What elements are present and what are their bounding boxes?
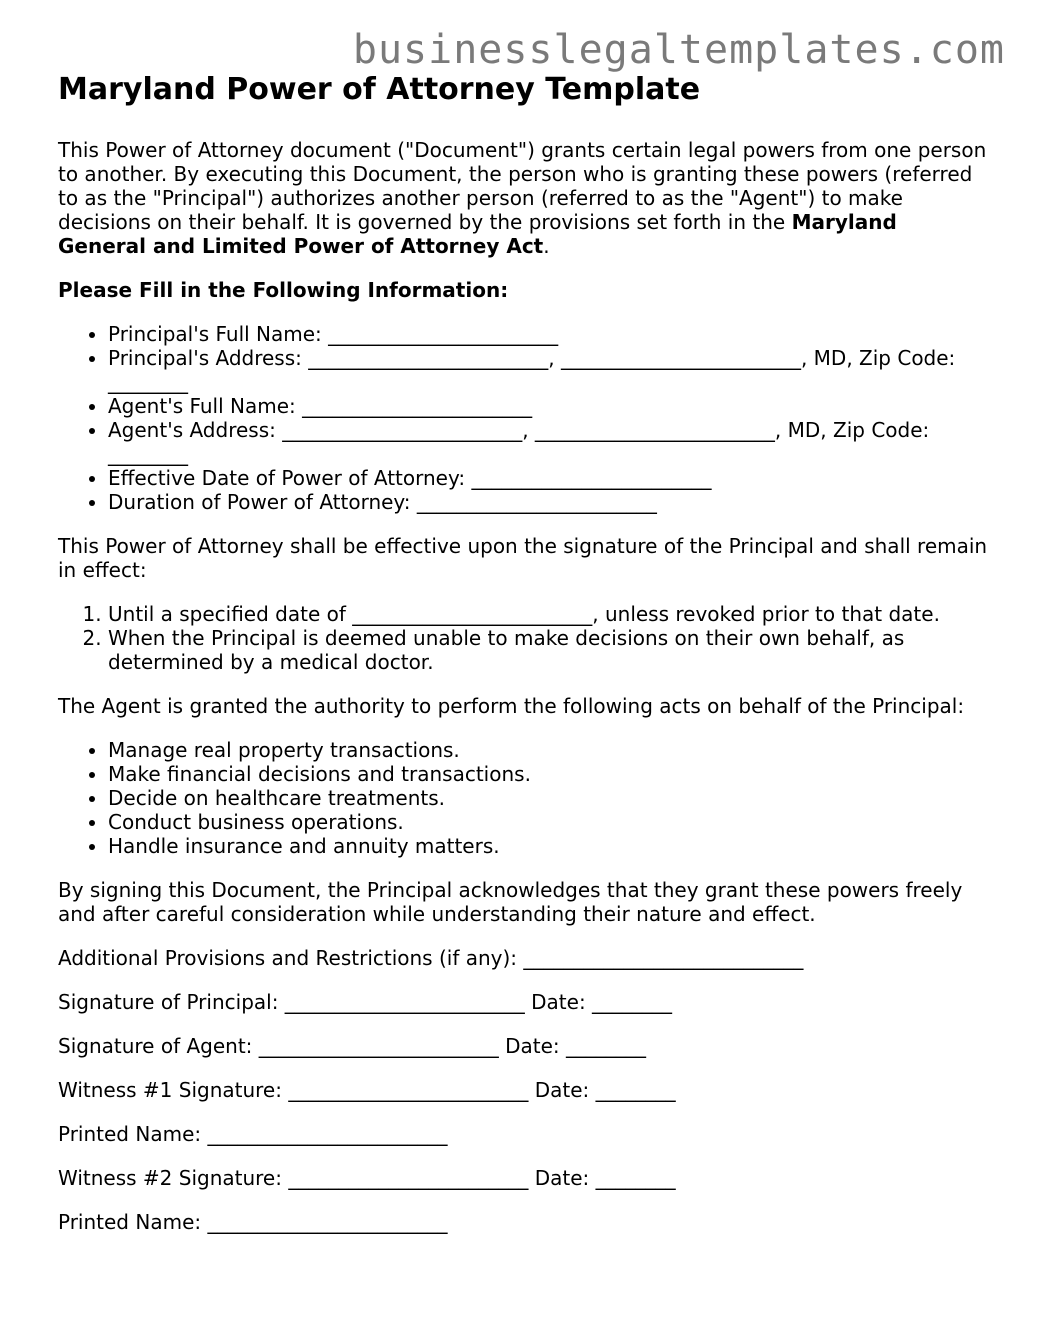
document-body xyxy=(58,72,988,1254)
duration-field[interactable]: • Duration of Power of Attorney: ________________________ xyxy=(108,490,988,514)
effect-intro: This Power of Attorney shall be effective upon the signature of the Principal and shall remain in effect: xyxy=(58,534,988,582)
intro-end: . xyxy=(543,234,550,258)
authority-act-list xyxy=(58,738,988,858)
effect-condition-list xyxy=(58,602,988,674)
additional-provisions-field[interactable]: Additional Provisions and Restrictions (if any): ____________________________ xyxy=(58,946,804,970)
page-title: Maryland Power of Attorney Template xyxy=(58,72,701,107)
info-field-list xyxy=(58,322,988,514)
witness1-signature-field[interactable]: Witness #1 Signature: ________________________ Date: ________ xyxy=(58,1078,676,1102)
principal-name-field[interactable]: • Principal's Full Name: _______________________ xyxy=(108,322,988,346)
agent-name-field[interactable]: • Agent's Full Name: _______________________ xyxy=(108,394,988,418)
witness1-printed-name-field[interactable]: Printed Name: ________________________ xyxy=(58,1122,448,1146)
agent-signature-field[interactable]: Signature of Agent: ________________________ Date: ________ xyxy=(58,1034,647,1058)
intro-text: This Power of Attorney document ("Document") grants certain legal powers from one person to another. By executing this Document, the person who is granting these powers (referred to as the "Principal") authorizes another person (referred to as the "Agent") to make decisions on their behalf. It is governed by the provisions set forth in the xyxy=(58,138,987,234)
info-heading: Please Fill in the Following Information: xyxy=(58,278,509,302)
watermark: businesslegaltemplates.com xyxy=(352,27,1005,73)
intro-paragraph xyxy=(58,138,988,258)
authority-act-item: • Conduct business operations. xyxy=(108,810,988,834)
acknowledgment-paragraph: By signing this Document, the Principal acknowledges that they grant these powers freely and after careful consideration while understanding their nature and effect. xyxy=(58,878,963,926)
agent-address-field[interactable]: • Agent's Address: ________________________, ________________________, MD, Zip Code: ________ xyxy=(108,418,988,466)
act-name: Maryland General and Limited Power of Attorney Act xyxy=(58,210,897,258)
witness2-printed-name-field[interactable]: Printed Name: ________________________ xyxy=(58,1210,448,1234)
effect-condition-specified-date[interactable]: 1. Until a specified date of ________________________, unless revoked prior to that date. xyxy=(108,602,988,626)
authority-act-item: • Manage real property transactions. xyxy=(108,738,988,762)
effective-date-field[interactable]: • Effective Date of Power of Attorney: ________________________ xyxy=(108,466,988,490)
authority-act-item: • Decide on healthcare treatments. xyxy=(108,786,988,810)
principal-signature-field[interactable]: Signature of Principal: ________________________ Date: ________ xyxy=(58,990,673,1014)
authority-act-item: • Make financial decisions and transactions. xyxy=(108,762,988,786)
principal-address-field[interactable]: • Principal's Address: ________________________, ________________________, MD, Zip Code: ________ xyxy=(108,346,988,394)
authority-intro: The Agent is granted the authority to perform the following acts on behalf of the Principal: xyxy=(58,694,965,718)
witness2-signature-field[interactable]: Witness #2 Signature: ________________________ Date: ________ xyxy=(58,1166,676,1190)
effect-condition-incapacity: 2. When the Principal is deemed unable to make decisions on their own behalf, as determined by a medical doctor. xyxy=(108,626,988,674)
authority-act-item: • Handle insurance and annuity matters. xyxy=(108,834,988,858)
